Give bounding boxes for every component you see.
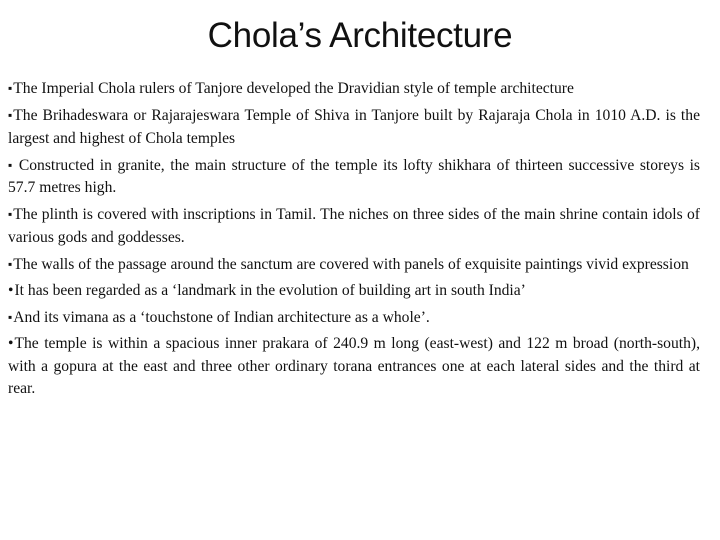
bullet-item [8, 253, 700, 277]
square-bullet-icon: ▪ [8, 157, 13, 172]
bullet-text: The walls of the passage around the sanctum are covered with panels of exquisite paintings vivid expression [13, 255, 689, 273]
bullet-item [8, 104, 700, 150]
bullet-text: Constructed in granite, the main structure of the temple its lofty shikhara of thirteen successive storeys is 57.7 metres high. [8, 156, 704, 197]
bullet-item [8, 306, 700, 330]
bullet-text: The temple is within a spacious inner prakara of 240.9 m long (east-west) and 122 m broad (north-south), with a gopura at the east and three other ordinary torana entrances one at each lateral sides and the third at rear. [8, 335, 700, 398]
bullet-text: The Brihadeswara or Rajarajeswara Temple of Shiva in Tanjore built by Rajaraja Chola in 1010 A.D. is the largest and highest of Chola temples [8, 107, 700, 147]
bullet-item [8, 77, 700, 101]
square-bullet-icon: ▪ [8, 310, 13, 325]
bullet-item [8, 203, 700, 249]
bullet-item [8, 333, 700, 401]
square-bullet-icon: ▪ [8, 256, 13, 271]
square-bullet-icon: ▪ [8, 207, 13, 222]
slide-body [8, 77, 704, 404]
bullet-text: The Imperial Chola rulers of Tanjore developed the Dravidian style of temple architecture [13, 80, 574, 97]
bullet-text: It has been regarded as a ‘landmark in the evolution of building art in south India’ [14, 281, 526, 299]
bullet-text: And its vimana as a ‘touchstone of Indian architecture as a whole’. [13, 309, 430, 327]
slide-title: Chola’s Architecture [207, 16, 513, 55]
dot-bullet-icon: • [8, 281, 14, 299]
bullet-item [8, 280, 700, 303]
square-bullet-icon: ▪ [8, 108, 13, 123]
square-bullet-icon: ▪ [8, 81, 13, 95]
bullet-item [8, 154, 704, 200]
bullet-text: The plinth is covered with inscriptions in Tamil. The niches on three sides of the main shrine contain idols of various gods and goddesses. [8, 206, 700, 246]
dot-bullet-icon: • [8, 335, 14, 353]
